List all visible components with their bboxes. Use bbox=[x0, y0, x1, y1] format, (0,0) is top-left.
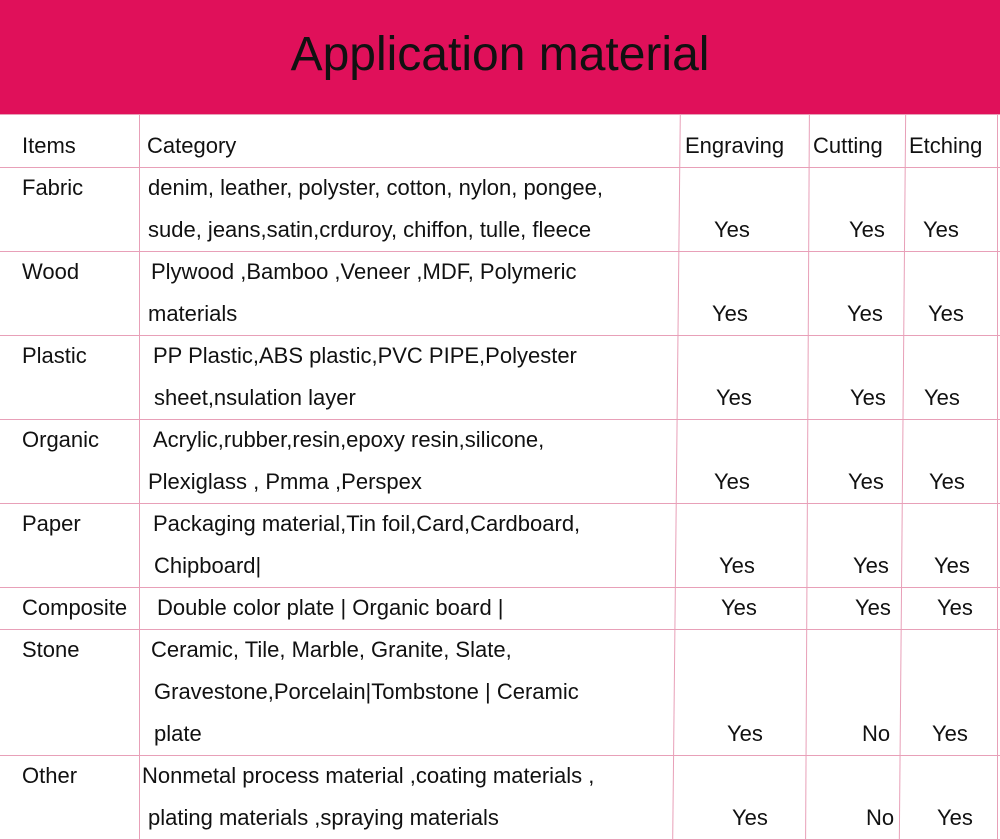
row-item-label: Other bbox=[22, 763, 78, 788]
row-etching-value: Yes bbox=[928, 301, 964, 326]
row-cutting-value: No bbox=[866, 805, 895, 830]
column-divider bbox=[805, 114, 810, 839]
row-category-text: sude, jeans,satin,crduroy, chiffon, tulle, fleece bbox=[148, 217, 592, 242]
row-cutting-value: Yes bbox=[847, 301, 883, 326]
row-item-label: Wood bbox=[22, 259, 80, 284]
materials-table bbox=[0, 114, 1000, 839]
column-divider bbox=[899, 114, 906, 839]
row-cutting-value: Yes bbox=[853, 553, 889, 578]
row-engraving-value: Yes bbox=[719, 553, 755, 578]
row-category-text: Nonmetal process material ,coating materials , bbox=[142, 763, 595, 788]
row-category-text: Double color plate | Organic board | bbox=[157, 595, 504, 620]
row-divider bbox=[0, 114, 1000, 115]
row-item-label: Composite bbox=[22, 595, 128, 620]
row-category-text: PP Plastic,ABS plastic,PVC PIPE,Polyester bbox=[153, 343, 577, 368]
row-cutting-value: No bbox=[862, 721, 891, 746]
row-item-label: Fabric bbox=[22, 175, 84, 200]
row-engraving-value: Yes bbox=[716, 385, 752, 410]
column-divider bbox=[997, 114, 998, 839]
row-item-label: Organic bbox=[22, 427, 100, 452]
title-banner bbox=[0, 0, 1000, 114]
row-engraving-value: Yes bbox=[721, 595, 757, 620]
row-engraving-value: Yes bbox=[732, 805, 768, 830]
row-engraving-value: Yes bbox=[727, 721, 763, 746]
row-item-label: Plastic bbox=[22, 343, 87, 368]
row-engraving-value: Yes bbox=[714, 469, 750, 494]
row-etching-value: Yes bbox=[924, 385, 960, 410]
row-category-text: plate bbox=[154, 721, 202, 746]
row-category-text: Chipboard| bbox=[154, 553, 262, 578]
row-etching-value: Yes bbox=[923, 217, 959, 242]
row-cutting-value: Yes bbox=[848, 469, 884, 494]
header-category: Category bbox=[147, 133, 237, 158]
row-cutting-value: Yes bbox=[855, 595, 891, 620]
row-engraving-value: Yes bbox=[714, 217, 750, 242]
header-items: Items bbox=[22, 133, 76, 158]
row-etching-value: Yes bbox=[937, 805, 973, 830]
header-engraving: Engraving bbox=[685, 133, 785, 158]
header-etching: Etching bbox=[909, 133, 983, 158]
row-item-label: Paper bbox=[22, 511, 81, 536]
row-category-text: Plexiglass , Pmma ,Perspex bbox=[148, 469, 422, 494]
row-cutting-value: Yes bbox=[849, 217, 885, 242]
column-divider bbox=[672, 114, 681, 839]
row-category-text: Acrylic,rubber,resin,epoxy resin,silicone, bbox=[153, 427, 545, 452]
row-engraving-value: Yes bbox=[712, 301, 748, 326]
row-etching-value: Yes bbox=[932, 721, 968, 746]
row-cutting-value: Yes bbox=[850, 385, 886, 410]
row-item-label: Stone bbox=[22, 637, 80, 662]
header-cutting: Cutting bbox=[813, 133, 883, 158]
row-category-text: Gravestone,Porcelain|Tombstone | Ceramic bbox=[154, 679, 579, 704]
row-category-text: Ceramic, Tile, Marble, Granite, Slate, bbox=[151, 637, 512, 662]
row-category-text: Plywood ,Bamboo ,Veneer ,MDF, Polymeric bbox=[151, 259, 577, 284]
column-divider bbox=[139, 114, 140, 839]
page-title: Application material bbox=[290, 28, 710, 81]
row-category-text: denim, leather, polyster, cotton, nylon, pongee, bbox=[148, 175, 603, 200]
row-etching-value: Yes bbox=[934, 553, 970, 578]
row-category-text: Packaging material,Tin foil,Card,Cardboard, bbox=[153, 511, 581, 536]
row-category-text: materials bbox=[148, 301, 238, 326]
row-category-text: sheet,nsulation layer bbox=[154, 385, 356, 410]
row-category-text: plating materials ,spraying materials bbox=[148, 805, 499, 830]
row-etching-value: Yes bbox=[929, 469, 965, 494]
row-etching-value: Yes bbox=[937, 595, 973, 620]
